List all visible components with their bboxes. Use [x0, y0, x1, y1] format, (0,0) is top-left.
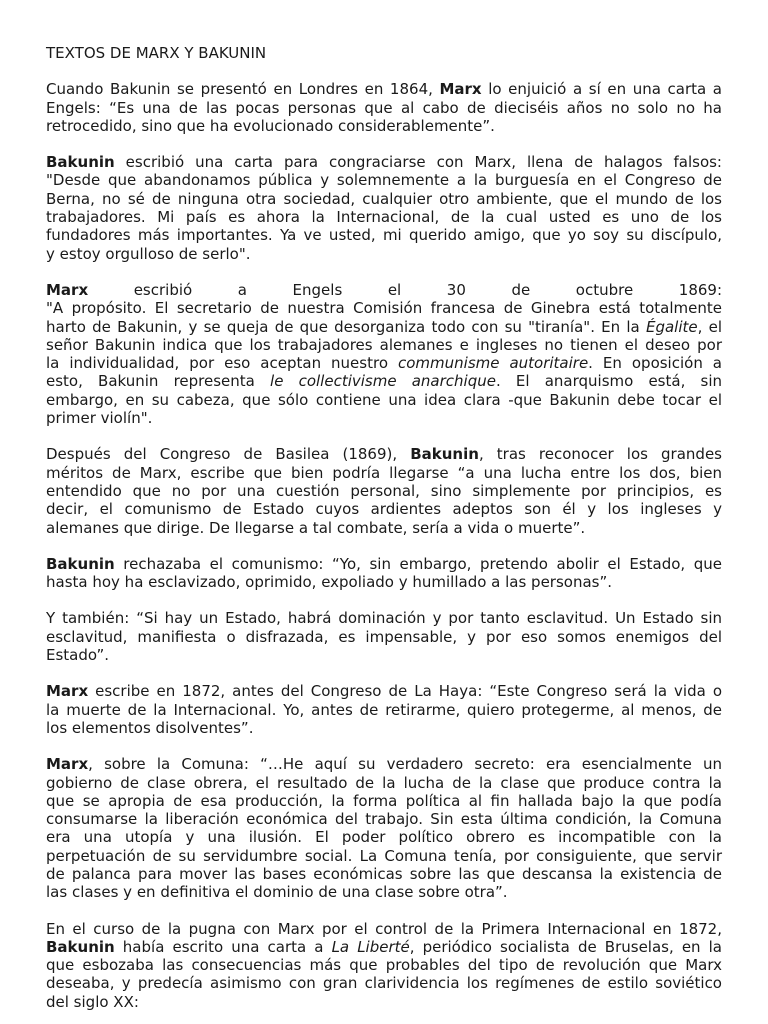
text-line	[46, 99, 722, 117]
text-line	[46, 883, 722, 901]
text-run: En el curso de la pugna con Marx por el control de la Primera Internacional en 1872,	[46, 919, 722, 938]
text-line	[46, 245, 722, 263]
text-run: del siglo XX:	[46, 992, 139, 1011]
text-line	[46, 628, 722, 646]
text-line	[46, 974, 722, 992]
text-run: , periódico socialista de Bruselas, en la	[409, 937, 723, 956]
text-line	[46, 682, 722, 700]
text-line	[46, 956, 722, 974]
text-run: la muerte de la Internacional. Yo, antes de retirarme, quiero protegerme, al menos, de	[46, 700, 722, 719]
text-line	[46, 609, 722, 627]
text-run: deseaba, y predecía asimismo con gran clarividencia los regímenes de estilo soviético	[46, 974, 722, 993]
paragraph	[46, 609, 722, 664]
text-line	[46, 920, 722, 938]
text-line	[46, 336, 722, 354]
text-run: "Desde que abandonamos pública y solemnemente a la burguesía en el Congreso de	[46, 171, 722, 190]
text-run: . El anarquismo está, sin	[495, 372, 722, 391]
text-line	[46, 409, 722, 427]
text-run: hasta hoy ha esclavizado, oprimido, expoliado y humillado a las personas”.	[46, 573, 613, 592]
text-line	[46, 190, 722, 208]
paragraph	[46, 281, 722, 427]
text-line	[46, 938, 722, 956]
text-line	[46, 117, 722, 135]
text-run: Engels: “Es una de las pocas personas que al cabo de dieciséis años no solo no ha	[46, 98, 722, 117]
text-run: harto de Bakunin, y se queja de que desorganiza todo con su "tiranía". En la	[46, 317, 646, 336]
bold-name: Bakunin	[46, 153, 115, 172]
bold-name: Marx	[439, 80, 482, 99]
text-run: Y también: “Si hay un Estado, habrá dominación y por tanto esclavitud. Un Estado sin	[46, 609, 722, 628]
text-run: fundadores más importantes. Ya ve usted, mi querido amigo, que yo soy su discípulo,	[46, 226, 722, 245]
text-line	[46, 555, 722, 573]
text-line	[46, 372, 722, 390]
text-line	[46, 80, 722, 98]
italic-term: La Liberté	[331, 937, 410, 956]
text-run: Estado”.	[46, 646, 110, 665]
text-line	[46, 208, 722, 226]
text-run: había escrito una carta a	[114, 937, 332, 956]
text-line	[46, 828, 722, 846]
paragraph	[46, 153, 722, 263]
text-line	[46, 226, 722, 244]
text-run: embargo, en su cabeza, que sólo contiene una idea clara -que Bakunin debe tocar el	[46, 390, 722, 409]
text-run: escribe en 1872, antes del Congreso de La Haya: “Este Congreso será la vida o	[88, 682, 722, 701]
document-page	[46, 44, 722, 1011]
text-run: los elementos disolventes”.	[46, 718, 254, 737]
text-run: "A propósito. El secretario de nuestra Comisión francesa de Ginebra está totalmente	[46, 299, 722, 318]
text-run: escribió a Engels el 30 de octubre 1869:	[88, 280, 722, 299]
text-run: que esbozaba las consecuencias más que probables del tipo de revolución que Marx	[46, 956, 722, 975]
text-run: alemanes que dirige. De llegarse a tal combate, sería a vida o muerte”.	[46, 518, 586, 537]
bold-name: Bakunin	[46, 554, 115, 573]
text-run: retrocedido, sino que ha evolucionado considerablemente”.	[46, 116, 495, 135]
text-run: era una utopía y una ilusión. El poder político obrero es incompatible con la	[46, 828, 722, 847]
italic-term: communisme autoritaire	[397, 354, 589, 373]
text-line	[46, 993, 722, 1011]
text-run: la individualidad, por eso aceptan nuestro	[46, 354, 398, 373]
text-run: , el	[697, 317, 722, 336]
text-run: Después del Congreso de Basilea (1869),	[46, 445, 411, 464]
text-run: y estoy orgulloso de serlo".	[46, 244, 251, 263]
text-line	[46, 792, 722, 810]
document-title: TEXTOS DE MARX Y BAKUNIN	[46, 44, 267, 62]
text-run: decir, el comunismo de Estado cuyos ardientes adeptos son él y los ingleses y	[46, 500, 722, 519]
text-line	[46, 500, 722, 518]
paragraph	[46, 80, 722, 135]
text-run: perpetuación de su servidumbre social. La Comuna tenía, por consiguiente, que servir	[46, 846, 722, 865]
text-run: que se apropia de esa producción, la forma política al fin hallada bajo la que podía	[46, 791, 722, 810]
text-line	[46, 719, 722, 737]
text-run: rechazaba el comunismo: “Yo, sin embargo, pretendo abolir el Estado, que	[114, 554, 722, 573]
text-run: Berna, no sé de ninguna otra sociedad, cualquier otro ambiente, que el mundo de los	[46, 189, 722, 208]
text-run: escribió una carta para congraciarse con Marx, llena de halagos falsos:	[114, 153, 722, 172]
text-run: de palanca para mover las bases económicas sobre las que descansa la existencia de	[46, 864, 722, 883]
paragraph	[46, 682, 722, 737]
text-line	[46, 701, 722, 719]
text-line	[46, 774, 722, 792]
text-run: primer violín".	[46, 409, 153, 428]
text-run: esto, Bakunin representa	[46, 372, 271, 391]
bold-name: Marx	[46, 755, 89, 774]
text-line	[46, 847, 722, 865]
text-run: gobierno de clase obrera, el resultado de la lucha de la clase que produce contra la	[46, 773, 722, 792]
text-run: las clases y en definitiva el dominio de una clase sobre otra”.	[46, 883, 508, 902]
bold-name: Bakunin	[46, 937, 115, 956]
text-run: señor Bakunin indica que los trabajadores alemanes e ingleses no tienen el deseo por	[46, 335, 722, 354]
text-run: lo enjuició a sí en una carta a	[481, 80, 722, 99]
text-line	[46, 445, 722, 463]
text-run: . En oposición a	[588, 354, 722, 373]
document-body	[46, 80, 722, 1011]
text-run: esclavitud, manifiesta o disfrazada, es impensable, y por eso somos enemigos del	[46, 627, 722, 646]
text-line	[46, 482, 722, 500]
text-line	[46, 519, 722, 537]
text-line	[46, 318, 722, 336]
text-line	[46, 153, 722, 171]
text-line	[46, 464, 722, 482]
text-line	[46, 299, 722, 317]
text-run: , sobre la Comuna: “…He aquí su verdadero secreto: era esencialmente un	[88, 755, 722, 774]
text-run: , tras reconocer los grandes	[478, 445, 722, 464]
text-line	[46, 281, 722, 299]
text-run: Cuando Bakunin se presentó en Londres en 1864,	[46, 80, 440, 99]
bold-name: Marx	[46, 280, 89, 299]
text-line	[46, 810, 722, 828]
text-line	[46, 573, 722, 591]
paragraph	[46, 920, 722, 1011]
text-line	[46, 354, 722, 372]
text-line	[46, 391, 722, 409]
bold-name: Marx	[46, 682, 89, 701]
text-line	[46, 646, 722, 664]
paragraph	[46, 445, 722, 536]
italic-term: Égalite	[645, 317, 698, 336]
paragraph	[46, 755, 722, 901]
text-line	[46, 171, 722, 189]
bold-name: Bakunin	[410, 445, 479, 464]
italic-term: le collectivisme anarchique	[270, 372, 496, 391]
text-run: consumarse la liberación económica del trabajo. Sin esta última condición, la Comuna	[46, 810, 722, 829]
text-line	[46, 755, 722, 773]
text-run: entendido que no por una cuestión personal, sino simplemente por principios, es	[46, 481, 722, 500]
text-line	[46, 865, 722, 883]
text-run: trabajadores. Mi país es ahora la Internacional, de la cual usted es uno de los	[46, 208, 722, 227]
paragraph	[46, 555, 722, 592]
text-run: méritos de Marx, escribe que bien podría llegarse “a una lucha entre los dos, bien	[46, 463, 722, 482]
